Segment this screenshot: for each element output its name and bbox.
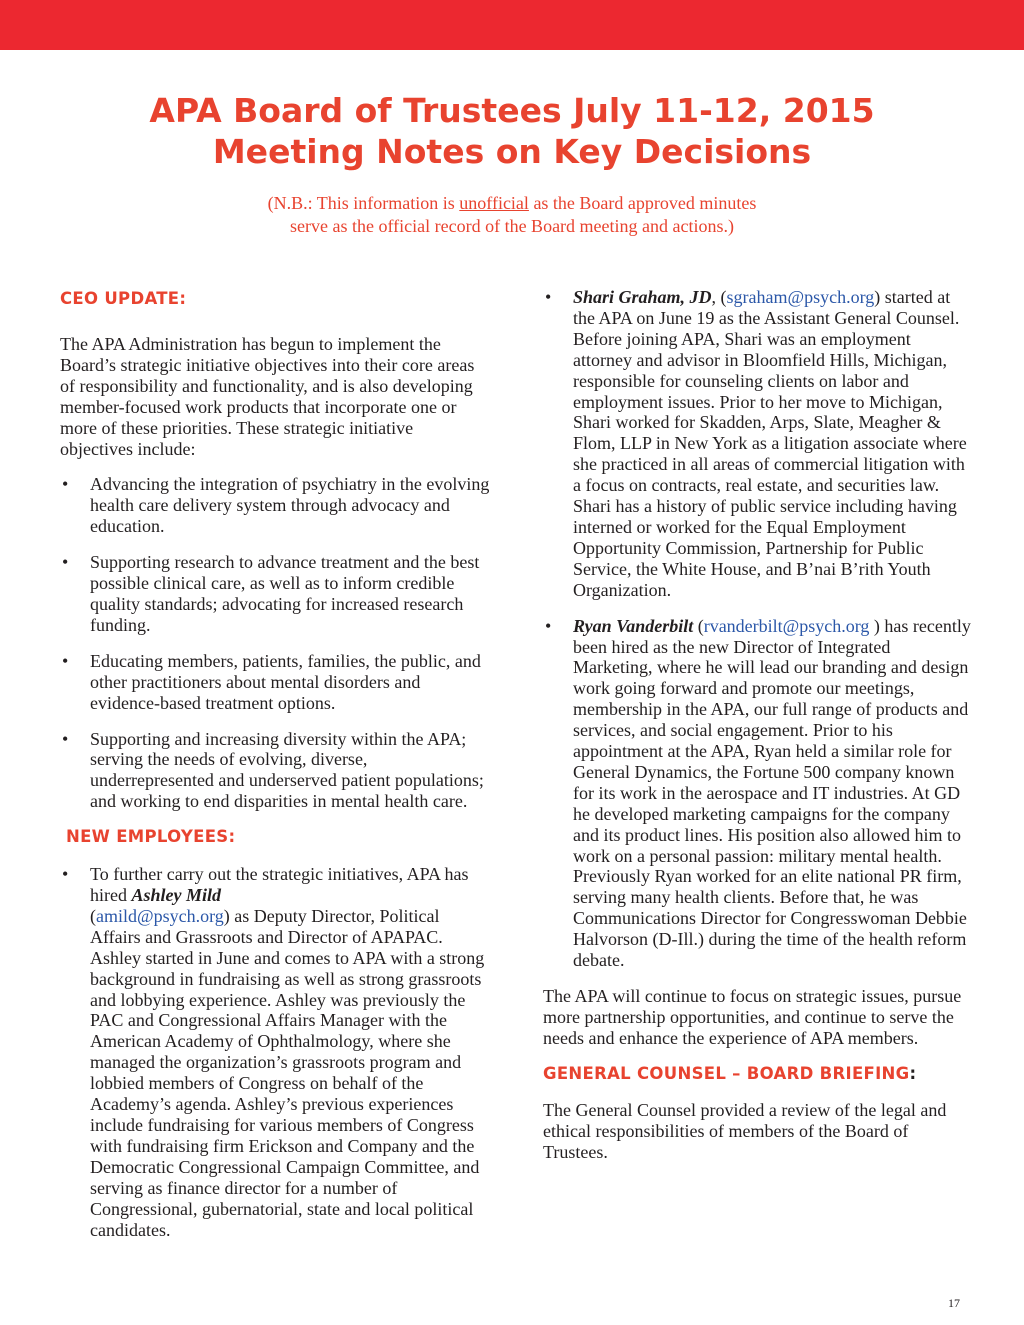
note-text-before: (N.B.: This information is bbox=[267, 193, 460, 213]
ashley-open-paren: ( bbox=[90, 905, 96, 926]
note-text-after: as the Board approved minutes bbox=[528, 193, 757, 213]
general-counsel-heading bbox=[543, 1064, 973, 1084]
title-line-2: Meeting Notes on Key Decisions bbox=[212, 132, 812, 171]
ashley-name: Ashley Mild bbox=[131, 885, 221, 906]
objective-item: • Supporting research to advance treatment and the best possible clinical care, as well as to inform credible quality standards; advocating for increased research funding. bbox=[60, 552, 490, 636]
ashley-email-link[interactable]: amild@psych.org bbox=[96, 905, 224, 926]
shari-email-link[interactable]: sgraham@psych.org bbox=[726, 287, 875, 307]
shari-pre-email: , ( bbox=[711, 287, 727, 307]
page-number: 17 bbox=[948, 1296, 960, 1310]
employee-shari bbox=[543, 287, 973, 601]
right-column bbox=[543, 287, 973, 1162]
shari-name: Shari Graham, JD bbox=[573, 287, 712, 307]
note-underlined-word: unofficial bbox=[459, 193, 529, 213]
top-color-bar bbox=[0, 0, 1024, 50]
objective-item: • Educating members, patients, families, the public, and other practitioners about mental disorders and evidence-based treatment options. bbox=[60, 651, 490, 714]
ryan-pre-email: ( bbox=[693, 615, 704, 636]
general-counsel-body: The General Counsel provided a review of the legal and ethical responsibilities of members of the Board of Trustees. bbox=[543, 1099, 947, 1162]
ceo-update-intro: The APA Administration has begun to implement the Board’s strategic initiative objectives into their core areas of responsibility and functionality, and is also developing member-focused work products that incorporate one or more of these priorities. These strategic initiative objectives include: bbox=[60, 334, 475, 459]
ryan-email-link[interactable]: rvanderbilt@psych.org bbox=[703, 615, 874, 636]
ashley-body: ) as Deputy Director, Political Affairs and Grassroots and Director of APAPAC. Ashley started in June and comes to APA with a strong background in fundraising as well as strong grassroots and lobbying experience. Ashley was previously the PAC and Congressional Affairs Manager with the American Academy of Ophthalmology, where she managed the organization’s grassroots program and lobbied members of Congress on behalf of the Academy’s agenda. Ashley’s previous experiences include fundraising for various members of Congress with fundraising firm Erickson and Company and the Democratic Congressional Campaign Committee, and serving as finance director for a number of Congressional, gubernatorial, state and local political candidates. bbox=[90, 905, 485, 1240]
objective-item: • Supporting and increasing diversity within the APA; serving the needs of evolving, diverse, underrepresented and underserved patient populations; and working to end disparities in mental health care. bbox=[60, 729, 490, 813]
title-line-1: APA Board of Trustees July 11-12, 2015 bbox=[149, 91, 875, 130]
employee-ryan bbox=[543, 616, 973, 971]
closing-paragraph: The APA will continue to focus on strategic issues, pursue more partnership opportunities, and continue to serve the needs and enhance the experience of APA members. bbox=[543, 986, 962, 1048]
general-counsel-heading-text: GENERAL COUNSEL – BOARD BRIEFING bbox=[543, 1063, 910, 1083]
disclaimer-note bbox=[0, 192, 1024, 238]
employees-list-left bbox=[60, 864, 490, 1240]
ceo-update-heading: CEO UPDATE: bbox=[60, 289, 187, 308]
page-title bbox=[0, 90, 1024, 172]
employee-ashley bbox=[60, 864, 490, 1240]
general-counsel-colon: : bbox=[909, 1063, 917, 1083]
employees-list-right bbox=[543, 287, 973, 971]
ryan-body: ) has recently been hired as the new Director of Integrated Marketing, where he will lead our branding and design work going forward and promote our meetings, membership in the APA, our full range of products and services, and social engagement. Prior to his appointment at the APA, Ryan held a similar role for General Dynamics, the Fortune 500 company known for its work in the aerospace and IT industries. At GD he developed marketing campaigns for the company and its product lines. His position also allowed him to work on a personal passion: military mental health. Previously Ryan worked for an elite national PR firm, serving many health clients. Before that, he was Communications Director for Congresswoman Debbie Halvorson (D-Ill.) during the time of the health reform debate. bbox=[573, 615, 971, 971]
ashley-lead: To further carry out the strategic initiatives, APA has hired bbox=[90, 864, 469, 906]
ryan-name: Ryan Vanderbilt bbox=[573, 615, 694, 636]
objectives-list bbox=[60, 474, 490, 812]
new-employees-heading: NEW EMPLOYEES: bbox=[66, 827, 236, 847]
left-column bbox=[60, 289, 490, 1240]
shari-body: ) started at the APA on June 19 as the Assistant General Counsel. Before joining APA, Shari was an employment attorney and advisor in Bloomfield Hills, Michigan, responsible for counseling clients on labor and employment issues. Prior to her move to Michigan, Shari worked for Skadden, Arps, Slate, Meagher & Flom, LLP in New York as a litigation associate where she practiced in all areas of commercial litigation with a focus on contracts, real estate, and securities law. Shari has a history of public service including having interned or worked for the Equal Employment Opportunity Commission, Partnership for Public Service, the White House, and B’nai B’rith Youth Organization. bbox=[573, 287, 967, 600]
objective-item: • Advancing the integration of psychiatry in the evolving health care delivery system through advocacy and education. bbox=[60, 474, 490, 537]
note-line-2: serve as the official record of the Board meeting and actions.) bbox=[290, 216, 734, 236]
